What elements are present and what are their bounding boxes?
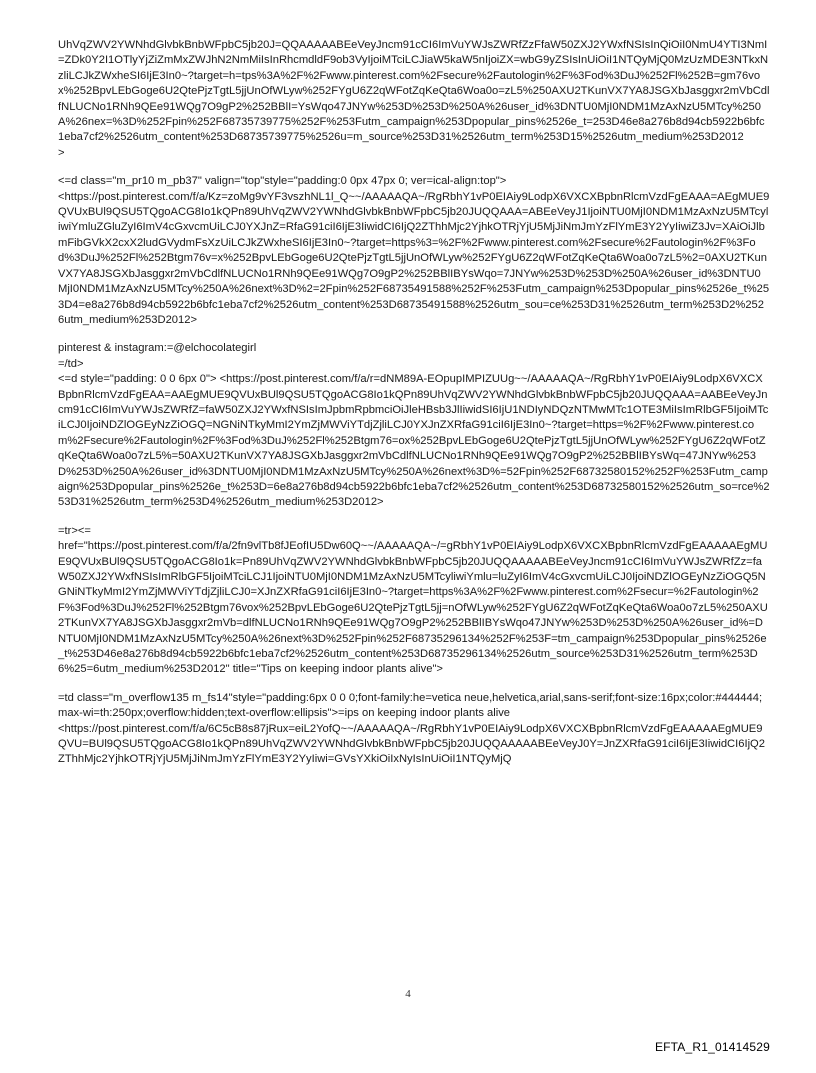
email-source-text [58, 38, 770, 768]
text-block-1: UhVqZWV2YWNhdGlvbkBnbWFpbC5jb20J=QQAAAAABEeVeyJncm91cCI6ImVuYWJsZWRfZzFfaW50ZXJ2YWxfNSIsInQiOiI0NmU4YTI3NmI=ZDk0Y2I1OTlyYjZiZmMxZWJhN2NmMiIsInRhcmdldF9ob3VyIjoiMTciLCJiaW5kaW5nIjoiZX=wbG9yZSIsInUiOiI1NTQyMjQ0MzUzMDE3NTkxNzliLCJkZWxheSI6IjE3In0~?target=h=tps%3A%2F%2Fwww.pinterest.com%2Fsecure%2Fautologin%2F%3Fod%3DuJ%252Fl%252B=gm76vox%252BpvLEbGoge6U2QtePjzTgtL5jjUnOfWLyw%252FYgU6Z2qWFotZqKeQta6Woa0o=zL5%250AXU2TKunVX7YA8JSGXbJasggxr2mVbCdlfNLUCNo1RNh9QEe91WQg7O9gP2%252BBlI=YsWqo47JNYw%253D%253D%250A%26user_id%3DNTU0MjI0NDM1MzAxNzU5MTcy%250A%26nex=%3D%252Fpin%252F68735739775%252F%253Futm_campaign%253Dpopular_pins%2526e_t=253D46e8a276b8d94cb5922b6bfc1eba7cf2%2526utm_content%253D68735739775%2526u=m_source%253D31%2526utm_term%253D15%2526utm_medium%253D2012 > [58, 39, 770, 159]
page-number: 4 [405, 988, 411, 1000]
text-block-5: =td class="m_overflow135 m_fs14"style="padding:6px 0 0 0;font-family:he=vetica neue,helvetica,arial,sans-serif;font-size:16px;color:#444444;max-wi=th:250px;overflow:hidden;text-overflow:ellipsis">=ips on keeping indoor plants alive <https://post.pinterest.com/f/a/6C5cB8s87jRux=eiL2YofQ~~/AAAAAQA~/RgRbhY1vP0EIAiy9LodpX6VXCXBpbnRlcmVzdFgEAAAAAEgMUE9QVU=BUl9QSU5TQgoACG8Io1kQPn89UhVqZWV2YWNhdGlvbkBnbWFpbC5jb20JUQQAAAAABEeVeyJ0Y=JnZXRfaG91ciI6IjE3IiwidCI6IjQ2ZThhMjc2YjhkOTRjYjU5MjJiNmJmYzFlYmE3Y2YyIiwi=GVsYXkiOiIxNyIsInUiOiI1NTQyMjQ [58, 691, 765, 766]
text-block-2: <=d class="m_pr10 m_pb37" valign="top"style="padding:0 0px 47px 0; ver=ical-align:top"> <https://post.pinterest.com/f/a/Kz=zoMg9vYF3vszhNL1l_Q~~/AAAAAQA~/RgRbhY1vP0EIAiy9LodpX6VXCXBpbnRlcmVzdFgEAAA=AEgMUE9QVUxBUl9QSU5TQgoACG8Io1kQPn89UhVqZWV2YWNhdGlvbkBnbWFpbC5jb20JUQQAAA=ABEeVeyJ1IjoiNTU0MjI0NDM1MzAxNzU5MTcyliwiYmluZGluZyI6ImV4cGxvcmUiLCJ0YXJnZ=RfaG91ciI6IjE3IiwidCI6IjQ2ZThhMjc2YjhkOTRjYjU5MjJiNmJmYzFlYmE3Y2YyIiwiZ3Jv=XAiOiJlbmFibGVkX2cxX2ludGVydmFsXzUiLCJkZWxheSI6IjE3In0~?target=https%3=%2F%2Fwww.pinterest.com%2Fsecure%2Fautologin%2F%3Fod%3DuJ%252Fl%252Btgm76v=x%252BpvLEbGoge6U2QtePjzTgtL5jjUnOfWLyw%252FYgU6Z2qWFotZqKeQta6Woa0o7zL5%2=0AXU2TKunVX7YA8JSGXbJasggxr2mVbCdlfNLUCNo1RNh9QEe91WQg7O9gP2%252BBlIBYsWqo=7JNYw%253D%253D%250A%26user_id%3DNTU0MjI0NDM1MzAxNzU5MTcy%250A%26next%3D%2=2Fpin%252F68735491588%252F%253Futm_campaign%253Dpopular_pins%2526e_t%253D4=e8a276b8d94cb5922b6bfc1eba7cf2%2526utm_content%253D68735491588%2526utm_sou=ce%253D31%2526utm_term%253D2%2526utm_medium%253D2012> [58, 175, 770, 326]
text-block-4: =tr><= href="https://post.pinterest.com/f/a/2fn9vlTb8fJEofIU5Dw60Q~~/AAAAAQA~/=gRbhY1vP0EIAiy9LodpX6VXCXBpbnRlcmVzdFgEAAAAAEgMUE9QVUxBUl9QSU5TQgoACG8Io1k=Pn89UhVqZWV2YWNhdGlvbkBnbWFpbC5jb20JUQQAAAAABEeVeyJncm91cCI6ImVuYWJsZWRfZz=faW50ZXJ2YWxfNSIsImRlbGF5IjoiMTciLCJ1IjoiNTU0MjI0NDM1MzAxNzU5MTcyliwiYmlu=luZyI6ImV4cGxvcmUiLCJ0IjoiNDZlOGEyNzZiOGQ5NGNiNTkyMmI2YmZjMWViYTdjZjliLCJ0=XJnZXRfaG91ciI6IjE3In0~?target=https%3A%2F%2Fwww.pinterest.com%2Fsecur=%2Fautologin%2F%3Fod%3DuJ%252Fl%252Btgm76vox%252BpvLEbGoge6U2QtePjzTgtL5jj=nOfWLyw%252FYgU6Z2qWFotZqKeQta6Woa0o7zL5%250AXU2TKunVX7YA8JSGXbJasggxr2mVb=dlfNLUCNo1RNh9QEe91WQg7O9gP2%252BBlIBYsWqo47JNYw%253D%253D%250A%26user_id%=DNTU0MjI0NDM1MzAxNzU5MTcy%250A%26next%3D%252Fpin%252F68735296134%252F%253F=tm_campaign%253Dpopular_pins%2526e_t%253D46e8a276b8d94cb5922b6bfc1eba7cf2%2526utm_content%253D68735296134%2526utm_source%253D31%2526utm_term%253D6%25=6utm_medium%253D2012" title="Tips on keeping indoor plants alive"> [58, 524, 768, 676]
bates-number: EFTA_R1_01414529 [654, 1040, 770, 1054]
text-block-3: pinterest & instagram:=@elchocolategirl =/td> <=d style="padding: 0 0 6px 0"> <https://post.pinterest.com/f/a/r=dNM89A-EOpupIMPIZUUg~~/AAAAAQA~/RgRbhY1vP0EIAiy9LodpX6VXCXBpbnRlcmVzdFgEAA=AAEgMUE9QVUxBUl9QSU5TQgoACG8Io1kQPn89UhVqZWV2YWNhdGlvbkBnbWFpbC5jb20JUQQAAA=AABEeVeyJncm91cCI6ImVuYWJsZWRfZ=faW50ZXJ2YWxfNSIsImJpbmRpbmciOiJleHBsb3JlIiwidSI6IjU1NDIyNDQzNTMwMTc1OTE3MiIsImRlbGF5IjoiMTciLCJ0IjoiNDZlOGEyNzZiOGQ=NGNiNTkyMmI2YmZjMWViYTdjZjliLCJ0YXJnZXRfaG91ciI6IjE3In0~?target=https=%2F%2Fwww.pinterest.com%2Fsecure%2Fautologin%2F%3Fod%3DuJ%252Fl%252Btgm76=ox%252BpvLEbGoge6U2QtePjzTgtL5jjUnOfWLyw%252FYgU6Z2qWFotZqKeQta6Woa0o7zL5%=50AXU2TKunVX7YA8JSGXbJasggxr2mVbCdlfNLUCNo1RNh9QEe91WQg7O9gP2%252BBlIBYsWq=47JNYw%253D%253D%250A%26user_id%3DNTU0MjI0NDM1MzAxNzU5MTcy%250A%26next%3D%=52Fpin%252F68732580152%252F%253Futm_campaign%253Dpopular_pins%2526e_t%253D=6e8a276b8d94cb5922b6bfc1eba7cf2%2526utm_content%253D68732580152%2526utm_so=rce%253D31%2526utm_term%253D4%2526utm_medium%253D2012> [58, 342, 770, 509]
